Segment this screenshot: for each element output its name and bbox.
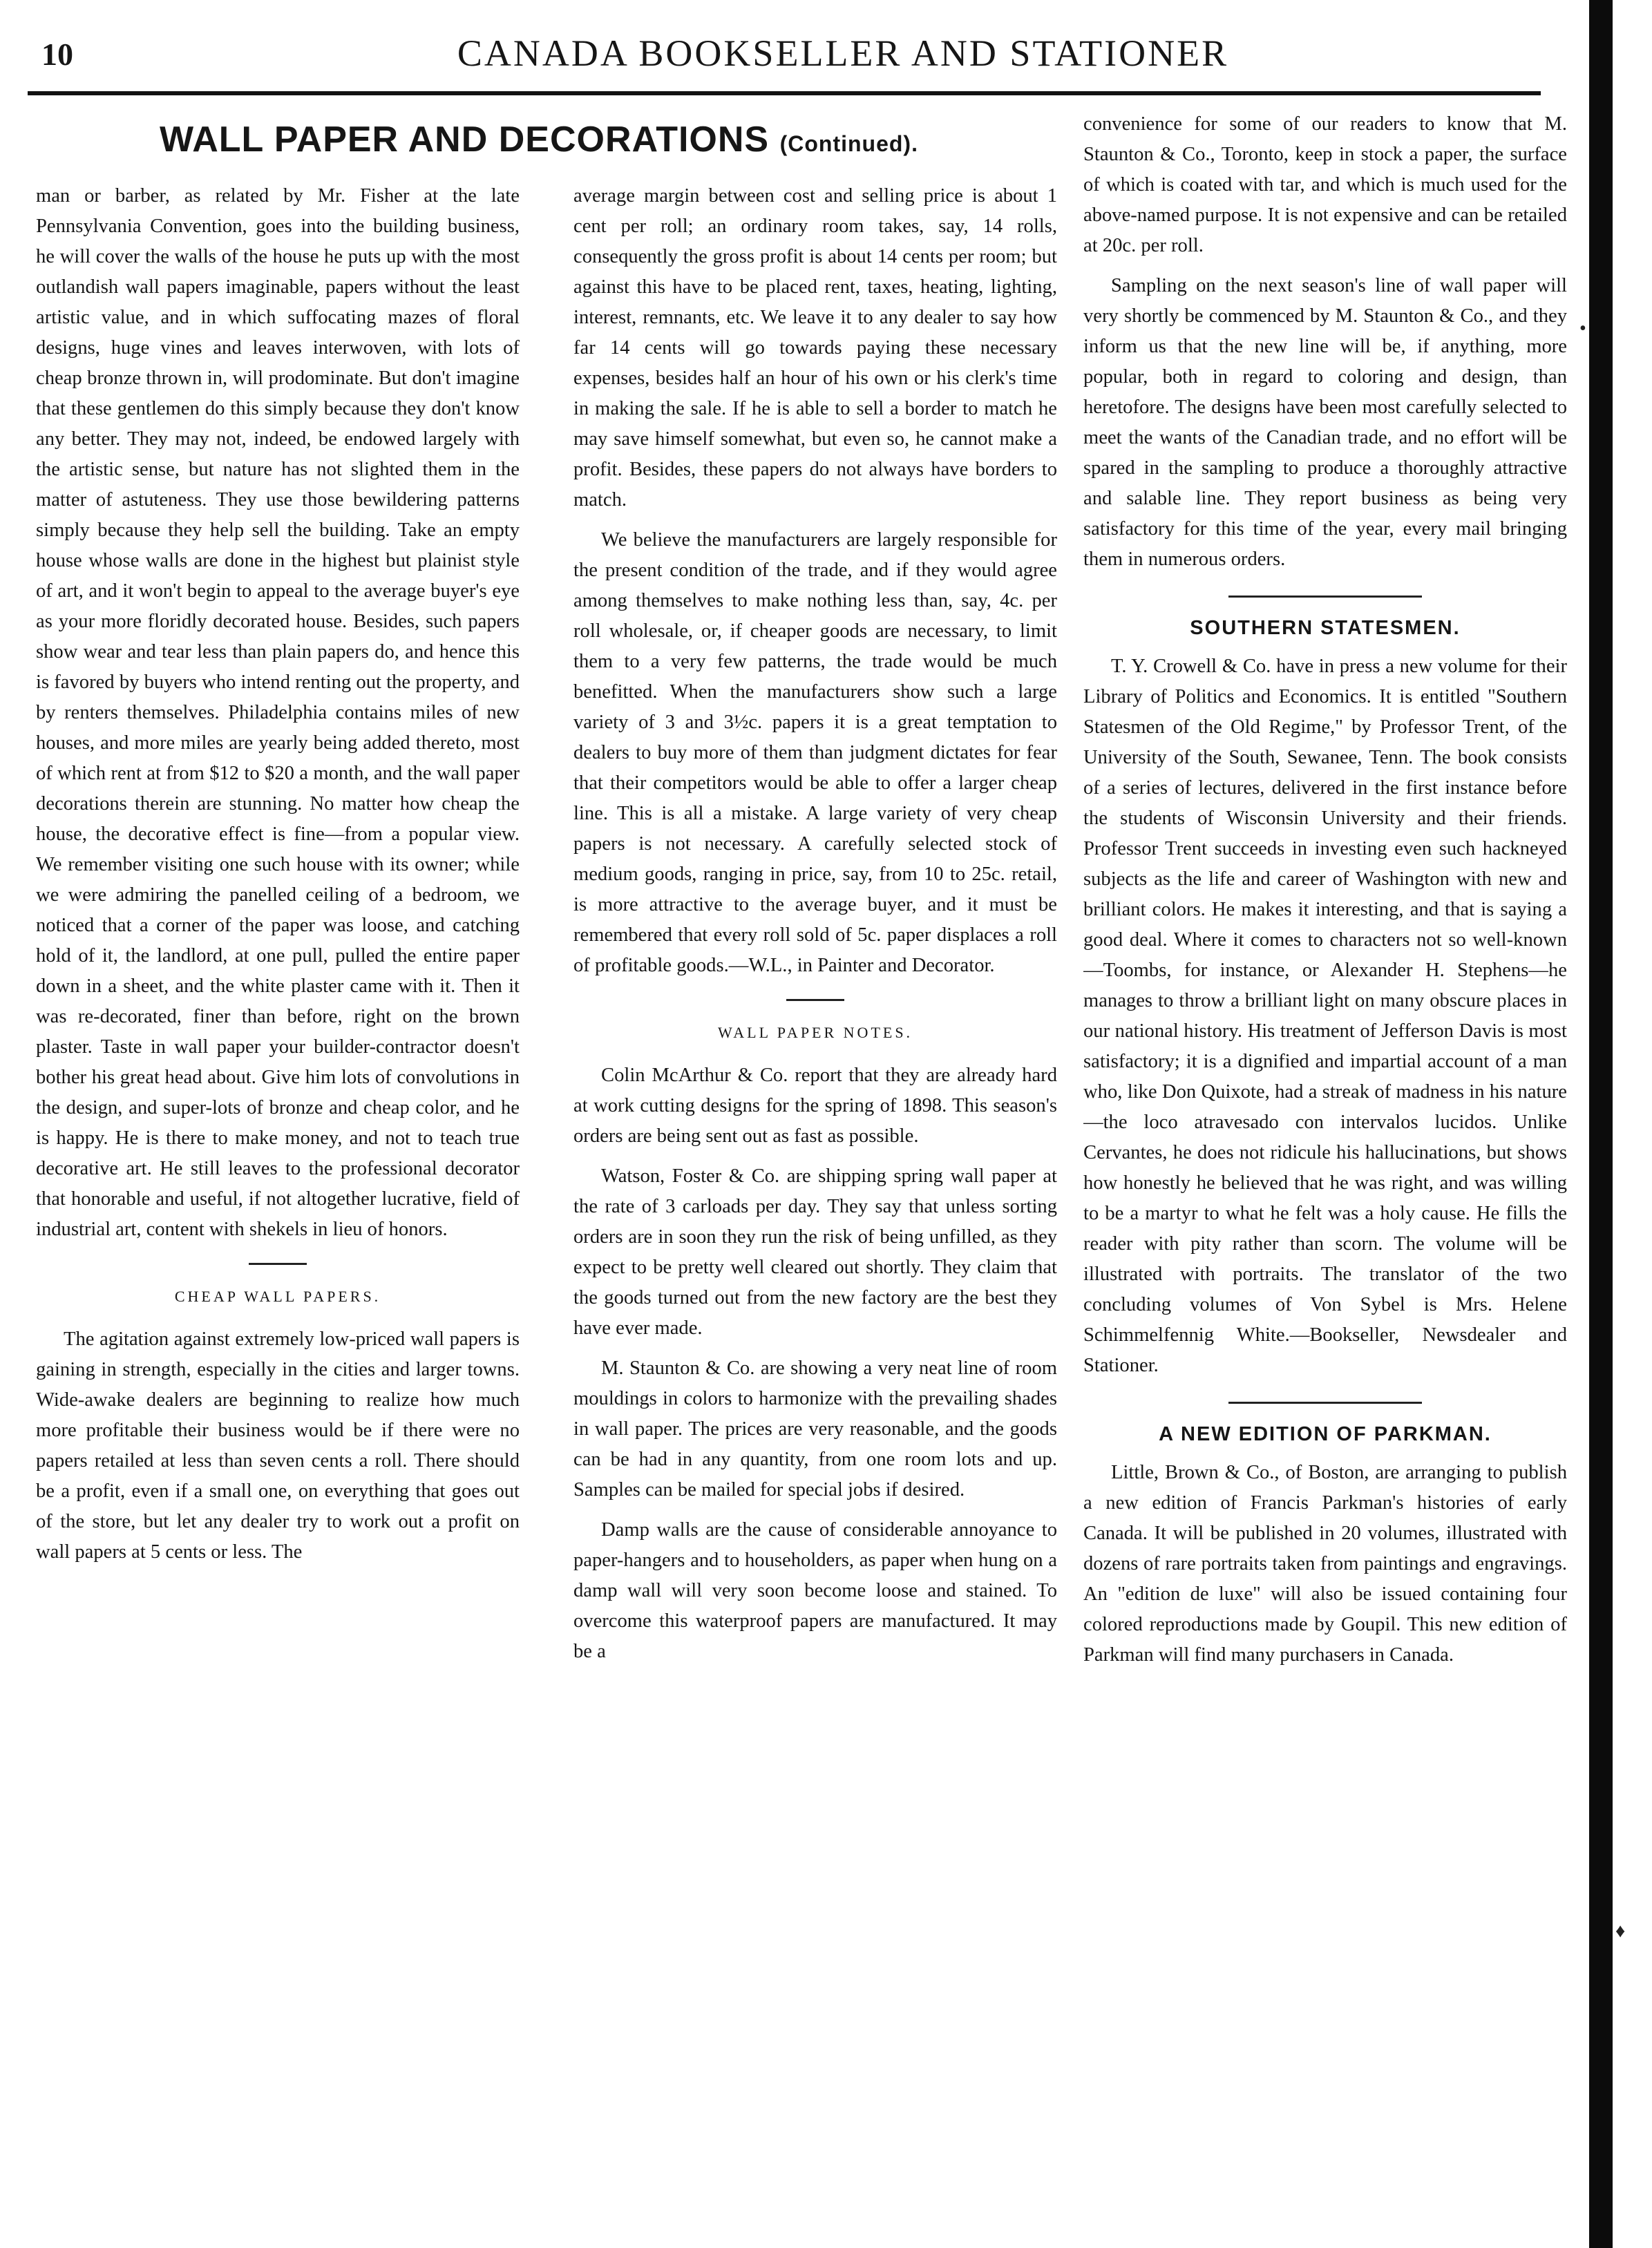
paragraph: average margin between cost and selling price is about 1 cent per roll; an ordinary room takes, say, 14 rolls, consequently the gross profit is about 14 cents per room; but against this have to be placed rent, taxes, heating, lighting, interest, remnants, etc. We leave it to any dealer to say how far 14 cents will go towards paying these necessary expenses, besides half an hour of his own or his clerk's time in making the sale. If he is able to sell a border to match he may save himself somewhat, but even so, he cannot make a profit. Besides, these papers do not always have borders to match.	[573, 185, 1057, 511]
paragraph: convenience for some of our readers to know that M. Staunton & Co., Toronto, keep in stock a paper, the surface of which is coated with tar, and which is much used for the above-named purpose. It is not expensive and can be retailed at 20c. per roll.	[1083, 113, 1567, 256]
paragraph: Colin McArthur & Co. report that they are already hard at work cutting designs for the spring of 1898. This season's orders are being sent out as fast as possible.	[573, 1065, 1057, 1147]
paragraph: Watson, Foster & Co. are shipping spring wall paper at the rate of 3 carloads per day. They say that unless sorting orders are in soon they run the risk of being unfilled, as they expect to be pretty well cleared out shortly. They claim that the goods turned out from the new factory are the best they have ever made.	[573, 1165, 1057, 1339]
binding-edge	[1589, 0, 1613, 2248]
section-divider	[1228, 1402, 1422, 1404]
paragraph: The agitation against extremely low-priced wall papers is gaining in strength, especially in the cities and larger towns. Wide-awake dealers are beginning to realize how much more profitable their business would be if there were no papers retailed at less than seven cents a roll. There should be a profit, even if a small one, on everything that goes out of the store, but let any dealer try to work out a profit on wall papers at 5 cents or less. The	[36, 1328, 520, 1563]
article-headline	[41, 119, 1036, 160]
margin-mark: •	[1579, 318, 1586, 339]
section-divider	[1228, 596, 1422, 598]
top-rule	[28, 91, 1541, 95]
continued-label: (Continued).	[779, 131, 918, 156]
section-divider	[249, 1263, 307, 1265]
paragraph: M. Staunton & Co. are showing a very neat line of room mouldings in colors to harmonize with the prevailing shades in wall paper. The prices are very reasonable, and the goods can be had in any quantity, from one room lots and up. Samples can be mailed for special jobs if desired.	[573, 1358, 1057, 1501]
section-divider	[786, 999, 844, 1001]
paragraph: Damp walls are the cause of considerable annoyance to paper-hangers and to householders, as paper when hung on a damp wall will very soon become loose and stained. To overcome this waterproof papers are manufactured. It may be a	[573, 1519, 1057, 1662]
paragraph: Little, Brown & Co., of Boston, are arranging to publish a new edition of Francis Parkman's histories of early Canada. It will be published in 20 volumes, illustrated with dozens of rare portraits taken from paintings and engravings. An "edition de luxe" will also be issued containing four colored reproductions made by Goupil. This new edition of Parkman will find many purchasers in Canada.	[1083, 1462, 1567, 1666]
article-title: WALL PAPER AND DECORATIONS	[160, 120, 770, 160]
section-heading-wall-paper-notes: WALL PAPER NOTES.	[717, 1024, 913, 1041]
section-heading-cheap-wall-papers: CHEAP WALL PAPERS.	[174, 1288, 381, 1305]
paragraph: man or barber, as related by Mr. Fisher at the late Pennsylvania Convention, goes into the building business, he will cover the walls of the house he puts up with the most outlandish wall papers imaginable, papers without the least artistic value, and in which suffocating mazes of floral designs, huge vines and leaves interwoven, with lots of cheap bronze thrown in, will prodominate. But don't imagine that these gentlemen do this simply because they don't know any better. They may not, indeed, be endowed largely with the artistic sense, but nature has not slighted them in the matter of astuteness. They use those bewildering patterns simply because they help sell the building. Take an empty house whose walls are done in the highest but plainist style of art, and it won't begin to appeal to the average buyer's eye as your more floridly decorated house. Besides, such papers show wear and tear less than plain papers do, and hence this is favored by buyers who intend renting out the property, and by renters themselves. Philadelphia contains miles of new houses, and more miles are yearly being added thereto, most of which rent at from $12 to $20 a month, and the wall paper decorations therein are stunning. No matter how cheap the house, the decorative effect is fine—from a popular view. We remember visiting one such house with its owner; while we were admiring the panelled ceiling of a bedroom, we noticed that a corner of the paper was loose, and catching hold of it, the landlord, at one pull, pulled the entire paper down in a sheet, and the white plaster came with it. Then it was re-decorated, finer than before, right on the brown plaster. Taste in wall paper your builder-contractor doesn't bother his great head about. Give him lots of convolutions in the design, and super-lots of bronze and cheap color, and he is happy. He is there to make money, and not to teach true decorative art. He still leaves to the professional decorator that honorable and useful, if not altogether lucrative, field of industrial art, content with shekels in lieu of honors.	[36, 185, 520, 1240]
section-heading-new-edition-of-parkman: A NEW EDITION OF PARKMAN.	[1159, 1423, 1492, 1445]
paragraph: We believe the manufacturers are largely responsible for the present condition of the trade, and if they would agree among themselves to make nothing less than, say, 4c. per roll wholesale, or, if cheaper goods are necessary, to limit them to a very few patterns, the trade would be much benefitted. When the manufacturers show such a large variety of 3 and 3½c. papers it is a great temptation to dealers to buy more of them than judgment dictates for fear that their competitors would be able to offer a larger cheap line. This is all a mistake. A large variety of very cheap papers is not necessary. A carefully selected stock of medium goods, ranging in price, say, from 10 to 25c. retail, is more attractive to the average buyer, and it must be remembered that every roll sold of 5c. paper displaces a roll of profitable goods.—W.L., in Painter and Decorator.	[573, 529, 1057, 976]
margin-mark: ♦	[1615, 1921, 1626, 1942]
paragraph: T. Y. Crowell & Co. have in press a new volume for their Library of Politics and Economics. It is entitled "Southern Statesmen of the Old Regime," by Professor Trent, of the University of the South, Sewanee, Tenn. The book consists of a series of lectures, delivered in the first instance before the students of Wisconsin University and their friends. Professor Trent succeeds in investing even such hackneyed subjects as the life and career of Washington with new and brilliant colors. He makes it interesting, and that is saying a good deal. Where it comes to characters not so well-known—Toombs, for instance, or Alexander H. Stephens—he manages to throw a brilliant light on many obscure places in our national history. His treatment of Jefferson Davis is most satisfactory; it is a dignified and impartial account of a man who, like Don Quixote, had a streak of madness in his nature—the loco atravesado con intervalos lucidos. Unlike Cervantes, he does not ridicule his hallucinations, but shows how honestly he believed that he was right, and was willing to be a martyr to what he felt was a holy cause. He fills the reader with pity rather than scorn. The volume will be illustrated with portraits. The translator of the two concluding volumes of Von Sybel is Mrs. Helene Schimmelfennig White.—Bookseller, Newsdealer and Stationer.	[1083, 656, 1567, 1376]
column-2	[573, 181, 1057, 2226]
paragraph: Sampling on the next season's line of wall paper will very shortly be commenced by M. Staunton & Co., and they inform us that the new line will be, if anything, more popular, both in regard to coloring and design, than heretofore. The designs have been most carefully selected to meet the wants of the Canadian trade, and no effort will be spared in the sampling to produce a thoroughly attractive and salable line. They report business as being very satisfactory for this time of the year, every mail bringing them in numerous orders.	[1083, 275, 1567, 570]
column-1	[36, 181, 520, 2226]
page-number: 10	[41, 37, 73, 72]
column-3	[1083, 109, 1567, 2223]
masthead: CANADA BOOKSELLER AND STATIONER	[457, 32, 1229, 74]
section-heading-southern-statesmen: SOUTHERN STATESMEN.	[1190, 617, 1461, 639]
